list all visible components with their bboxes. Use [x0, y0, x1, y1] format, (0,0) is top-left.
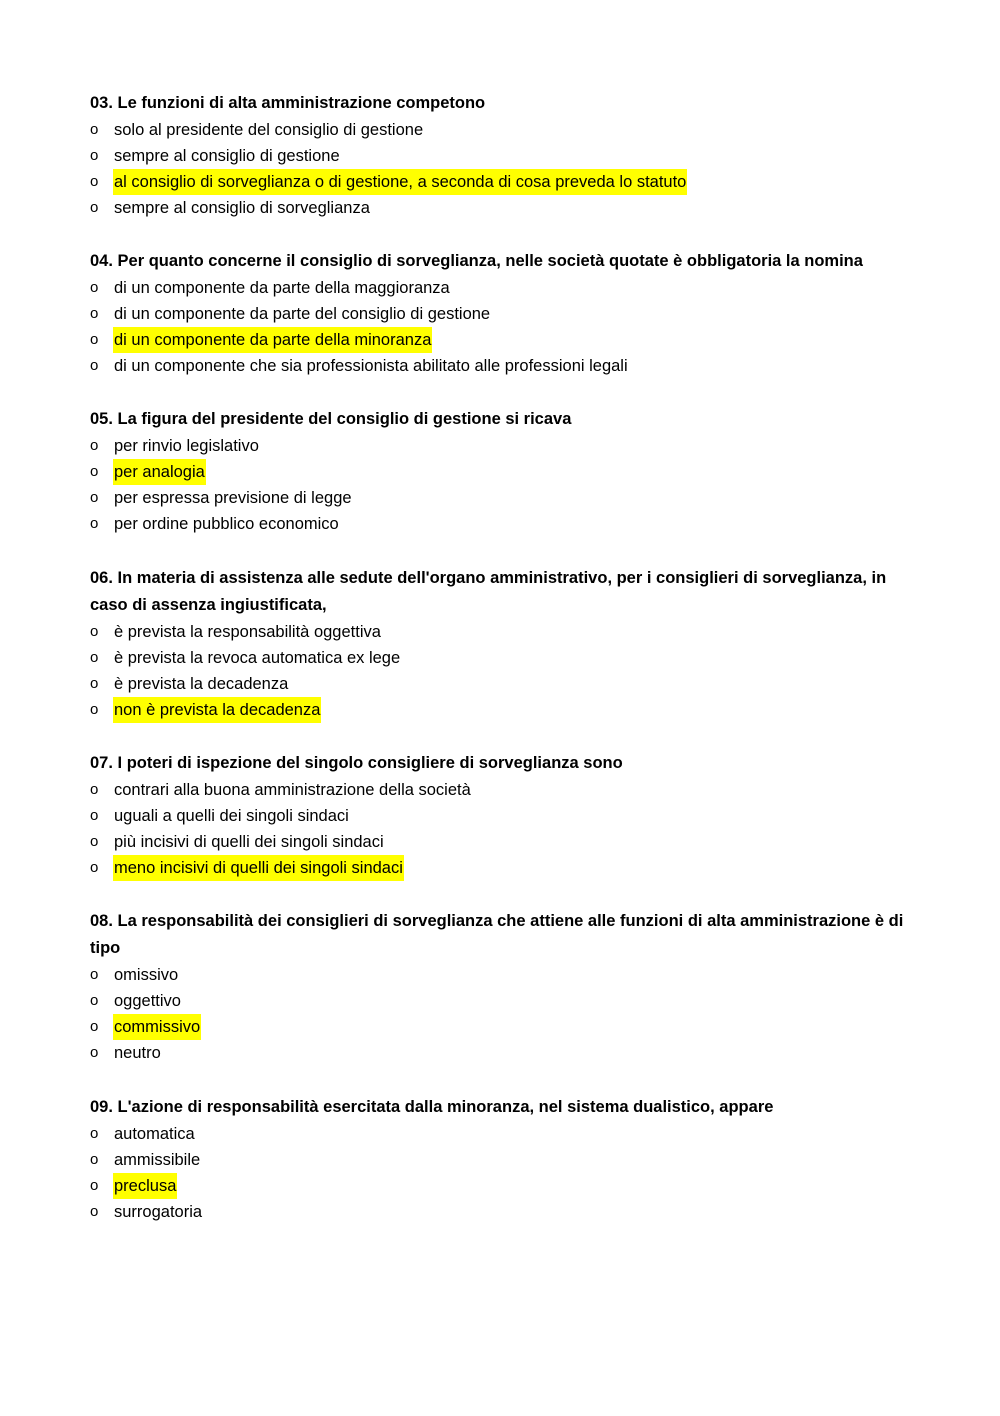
- bullet-icon: o: [90, 1044, 99, 1061]
- option-item: [90, 1040, 920, 1066]
- options-list: [90, 117, 920, 221]
- question-title: 05. La figura del presidente del consiglio di gestione si ricava: [90, 410, 572, 428]
- option-item: [90, 353, 920, 379]
- option-text-highlighted: commissivo: [113, 1014, 201, 1040]
- option-item: [90, 619, 920, 645]
- options-list: [90, 433, 920, 537]
- bullet-icon: o: [90, 305, 99, 322]
- question-title: 07. I poteri di ispezione del singolo consigliere di sorveglianza sono: [90, 754, 623, 772]
- option-item: [90, 511, 920, 537]
- options-list: [90, 962, 920, 1066]
- bullet-icon: o: [90, 121, 99, 138]
- option-text: sempre al consiglio di gestione: [114, 147, 340, 165]
- option-text: di un componente da parte della maggioranza: [114, 279, 450, 297]
- option-item: [90, 301, 920, 327]
- option-text-highlighted: di un componente da parte della minoranza: [113, 327, 432, 353]
- bullet-icon: o: [90, 1203, 99, 1220]
- option-item: [90, 645, 920, 671]
- question-04: [90, 248, 920, 379]
- option-text: per espressa previsione di legge: [114, 489, 352, 507]
- bullet-icon: o: [90, 1151, 99, 1168]
- option-item: [90, 117, 920, 143]
- option-text: sempre al consiglio di sorveglianza: [114, 199, 370, 217]
- bullet-icon: o: [90, 833, 99, 850]
- question-05: [90, 406, 920, 537]
- options-list: [90, 777, 920, 881]
- bullet-icon: o: [90, 649, 99, 666]
- bullet-icon: o: [90, 675, 99, 692]
- question-08: [90, 908, 920, 1066]
- bullet-icon: o: [90, 1018, 99, 1035]
- option-text: è prevista la decadenza: [114, 675, 289, 693]
- option-text: di un componente da parte del consiglio di gestione: [114, 305, 491, 323]
- question-03: [90, 90, 920, 221]
- option-text-highlighted: preclusa: [113, 1173, 177, 1199]
- bullet-icon: o: [90, 515, 99, 532]
- option-item: [90, 169, 920, 195]
- option-text: è prevista la responsabilità oggettiva: [114, 623, 381, 641]
- option-item: [90, 1173, 920, 1199]
- bullet-icon: o: [90, 1177, 99, 1194]
- option-item: [90, 433, 920, 459]
- bullet-icon: o: [90, 859, 99, 876]
- options-list: [90, 619, 920, 723]
- bullet-icon: o: [90, 701, 99, 718]
- option-text: uguali a quelli dei singoli sindaci: [114, 807, 349, 825]
- bullet-icon: o: [90, 173, 99, 190]
- option-text: per ordine pubblico economico: [114, 515, 339, 533]
- option-text-highlighted: per analogia: [113, 459, 206, 485]
- option-item: [90, 1121, 920, 1147]
- option-item: [90, 275, 920, 301]
- option-text: contrari alla buona amministrazione della società: [114, 781, 471, 799]
- bullet-icon: o: [90, 623, 99, 640]
- question-title: 06. In materia di assistenza alle sedute dell'organo amministrativo, per i consiglieri di sorveglianza, in caso di assenza ingiustificata,: [90, 569, 887, 614]
- option-text: solo al presidente del consiglio di gestione: [114, 121, 424, 139]
- bullet-icon: o: [90, 331, 99, 348]
- option-text: omissivo: [114, 966, 179, 984]
- bullet-icon: o: [90, 1125, 99, 1142]
- option-item: [90, 855, 920, 881]
- bullet-icon: o: [90, 966, 99, 983]
- option-text-highlighted: meno incisivi di quelli dei singoli sindaci: [113, 855, 404, 881]
- bullet-icon: o: [90, 463, 99, 480]
- option-item: [90, 697, 920, 723]
- bullet-icon: o: [90, 279, 99, 296]
- question-title: 04. Per quanto concerne il consiglio di sorveglianza, nelle società quotate è obbligatoria la nomina: [90, 252, 863, 270]
- bullet-icon: o: [90, 489, 99, 506]
- option-text: è prevista la revoca automatica ex lege: [114, 649, 401, 667]
- option-item: [90, 459, 920, 485]
- options-list: [90, 275, 920, 379]
- option-item: [90, 195, 920, 221]
- option-item: [90, 1199, 920, 1225]
- question-title: 03. Le funzioni di alta amministrazione competono: [90, 94, 486, 112]
- option-item: [90, 777, 920, 803]
- option-text: per rinvio legislativo: [114, 437, 259, 455]
- option-text: ammissibile: [114, 1151, 201, 1169]
- bullet-icon: o: [90, 147, 99, 164]
- bullet-icon: o: [90, 199, 99, 216]
- bullet-icon: o: [90, 992, 99, 1009]
- option-item: [90, 327, 920, 353]
- option-item: [90, 143, 920, 169]
- question-07: [90, 750, 920, 881]
- option-text: automatica: [114, 1125, 195, 1143]
- option-item: [90, 803, 920, 829]
- question-09: [90, 1094, 920, 1225]
- bullet-icon: o: [90, 807, 99, 824]
- option-item: [90, 1014, 920, 1040]
- option-item: [90, 988, 920, 1014]
- question-title: 09. L'azione di responsabilità esercitata dalla minoranza, nel sistema dualistico, appare: [90, 1098, 774, 1116]
- bullet-icon: o: [90, 781, 99, 798]
- question-title: 08. La responsabilità dei consiglieri di sorveglianza che attiene alle funzioni di alta amministrazione è di tipo: [90, 912, 904, 957]
- option-text-highlighted: non è prevista la decadenza: [113, 697, 321, 723]
- option-text: più incisivi di quelli dei singoli sindaci: [114, 833, 384, 851]
- option-text: oggettivo: [114, 992, 181, 1010]
- options-list: [90, 1121, 920, 1225]
- bullet-icon: o: [90, 437, 99, 454]
- option-text-highlighted: al consiglio di sorveglianza o di gestione, a seconda di cosa preveda lo statuto: [113, 169, 687, 195]
- option-text: neutro: [114, 1044, 161, 1062]
- option-item: [90, 962, 920, 988]
- option-item: [90, 1147, 920, 1173]
- option-text: di un componente che sia professionista abilitato alle professioni legali: [114, 357, 628, 375]
- option-text: surrogatoria: [114, 1203, 203, 1221]
- option-item: [90, 829, 920, 855]
- option-item: [90, 485, 920, 511]
- bullet-icon: o: [90, 357, 99, 374]
- question-06: [90, 565, 920, 723]
- option-item: [90, 671, 920, 697]
